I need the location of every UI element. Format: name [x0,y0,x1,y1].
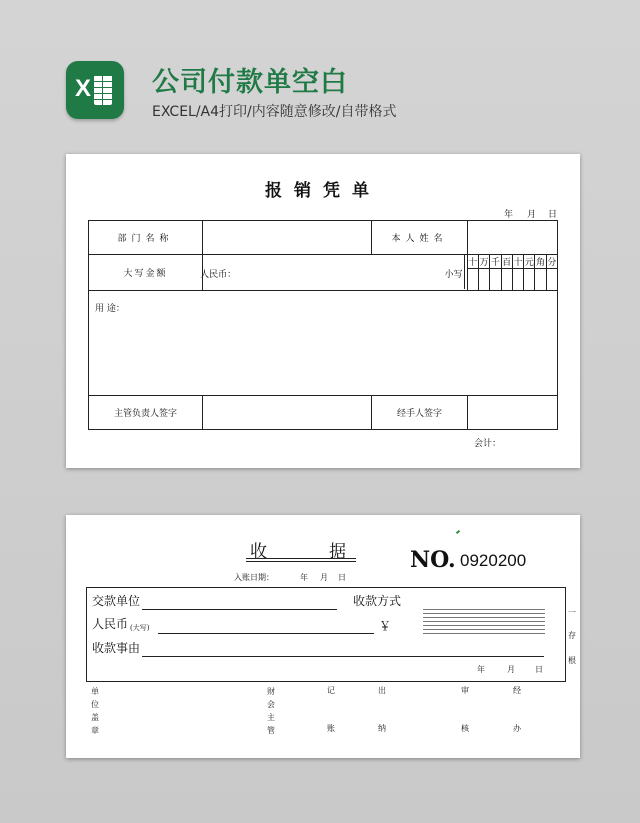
digit-cell[interactable] [490,269,501,291]
handler-label: 经手人签字 [372,396,467,430]
purpose-field[interactable] [89,291,558,396]
receipt-no-label: NO. [410,547,456,573]
side-text-3: 根 [568,656,576,665]
green-mark-icon [456,530,460,534]
digit-cell[interactable] [512,269,523,291]
digit-unit: 千 [490,255,501,269]
supervisor-sign-field[interactable] [203,396,372,430]
digit-cell[interactable] [524,269,535,291]
receipt-no-value: 0920200 [460,551,527,570]
small-label: 小写 [444,270,463,280]
footer-col-finance: 财 会 主 管 [267,687,275,735]
accountant-label: 会计： [474,439,502,449]
payer-field[interactable] [142,609,337,610]
reason-label: 收款事由 [92,641,141,655]
expense-voucher-card[interactable] [66,154,580,468]
purpose-label: 用 途： [95,304,125,314]
digit-cell[interactable] [546,269,557,291]
digit-unit: 十 [468,255,479,269]
receipt-day: 日 [535,665,543,674]
entry-month: 月 [320,573,328,582]
excel-logo-icon [66,61,124,119]
voucher-month: 月 [527,210,537,220]
digit-cell[interactable] [535,269,546,291]
digit-unit: 十 [512,255,523,269]
footer-col-handler: 经 办 [513,686,521,733]
reason-field[interactable] [142,656,544,657]
footer-col-unit-seal: 单 位 盖 章 [91,687,99,735]
voucher-title: 报销凭单 [265,181,381,201]
amount-big-field[interactable] [200,255,468,291]
digit-cell[interactable] [468,269,479,291]
digit-unit: 角 [535,255,546,269]
handler-sign-field[interactable] [467,396,557,430]
entry-date-label: 入账日期： [234,573,274,582]
receipt-month: 月 [507,665,515,674]
voucher-year: 年 [504,210,514,220]
side-text-2: 存 [568,631,576,640]
title-underline-1 [246,558,356,559]
receipt-card[interactable] [66,515,580,758]
entry-year: 年 [300,573,308,582]
page-subtitle: EXCEL/A4打印/内容随意修改/自带格式 [152,104,397,120]
method-hatch[interactable] [423,609,545,635]
digit-cell[interactable] [501,269,512,291]
rmb-field[interactable] [158,633,374,634]
voucher-table [88,220,558,430]
rmb-label: 人民币： [200,270,237,280]
dept-field[interactable] [203,221,372,255]
digit-unit: 万 [478,255,489,269]
footer-col-cashier: 出 纳 [378,686,386,733]
footer-col-review: 审 核 [461,686,469,733]
receipt-year: 年 [477,665,485,674]
digit-unit: 百 [501,255,512,269]
page-title: 公司付款单空白 [152,67,348,98]
person-field[interactable] [467,221,557,255]
dept-label: 部门名称 [89,221,203,255]
digit-unit: 元 [524,255,535,269]
spreadsheet-grid-icon [94,75,112,105]
person-label: 本人姓名 [372,221,467,255]
logo-letter: X [75,75,92,102]
receipt-title-1: 收 [250,542,267,562]
entry-day: 日 [338,573,346,582]
side-text-1: 一 [568,608,576,617]
supervisor-label: 主管负责人签字 [89,396,203,430]
rmb-label: 人民币 [92,617,129,631]
payer-label: 交款单位 [92,594,141,608]
amount-big-label: 大写金额 [89,255,203,291]
voucher-day: 日 [548,210,558,220]
digit-unit: 分 [546,255,557,269]
yen-symbol: ￥ [379,619,392,633]
digit-grid [467,255,557,291]
big-label: (大写) [130,624,150,632]
footer-col-bookkeeping: 记 账 [327,686,335,733]
title-underline-2 [246,561,356,562]
method-label: 收款方式 [353,594,402,608]
receipt-title-2: 据 [329,542,346,562]
digit-cell[interactable] [478,269,489,291]
